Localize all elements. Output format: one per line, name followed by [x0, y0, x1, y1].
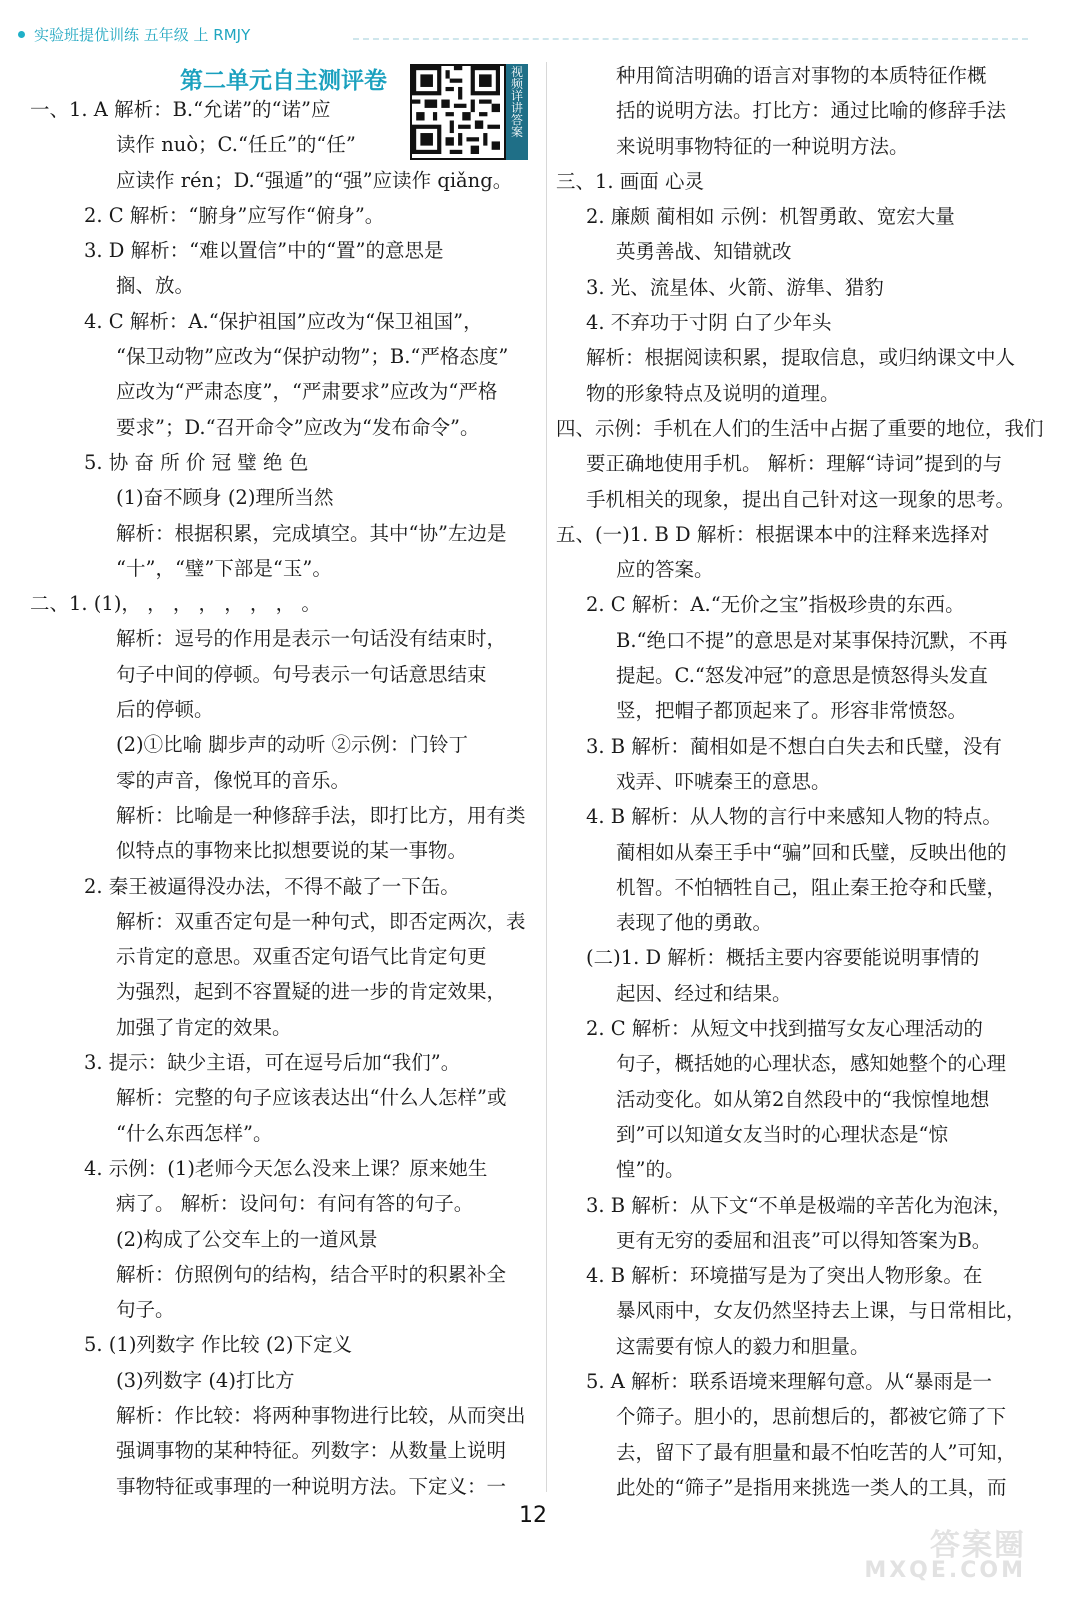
answer-line: 4. 不弃功于寸阴 白了少年头	[586, 311, 832, 335]
answer-line: 加强了肯定的效果。	[116, 1015, 292, 1039]
answer-line: “十”，“璧”下部是“玉”。	[116, 556, 332, 580]
header-text: 实验班提优训练 五年级 上 RMJY	[34, 26, 251, 44]
answer-line: 解析：比喻是一种修辞手法，即打比方，用有类	[116, 803, 526, 827]
answer-line: 表现了他的勇敢。	[616, 911, 773, 935]
answer-line: 3. 提示：缺少主语，可在逗号后加“我们”。	[84, 1051, 461, 1075]
answer-line: 4. 示例：(1)老师今天怎么没来上课？原来她生	[84, 1156, 488, 1180]
answer-line: 竖，把帽子都顶起来了。形容非常愤怒。	[616, 699, 968, 723]
answer-line: 更有无穷的委屈和沮丧”可以得知答案为B。	[616, 1228, 992, 1252]
answer-line: 机智。不怕牺牲自己，阻止秦王抢夺和氏璧，	[616, 875, 1007, 899]
answer-line: 2. 秦王被逼得没办法，不得不敲了一下缶。	[84, 874, 460, 898]
answer-line: 暴风雨中，女友仍然坚持去上课，与日常相比，	[616, 1299, 1026, 1323]
answer-line: 2. 廉颇 蔺相如 示例：机智勇敢、宽宏大量	[586, 205, 955, 229]
answer-line: (2)①比喻 脚步声的动听 ②示例：门铃丁	[116, 733, 469, 757]
answer-line: 3. B 解析：蔺相如是不想白白失去和氏璧，没有	[586, 734, 1002, 758]
answer-line: 英勇善战、知错就改	[616, 240, 792, 264]
answer-line: “什么东西怎样”。	[116, 1121, 273, 1145]
answer-line: 到”可以知道女友当时的心理状态是“惊	[616, 1122, 948, 1146]
answer-line: 应改为“严肃态度”，“严肃要求”应改为“严格	[116, 380, 498, 404]
answer-line: 零的声音，像悦耳的音乐。	[116, 768, 351, 792]
answer-line: 2. C 解析：A.“无价之宝”指极珍贵的东西。	[586, 593, 965, 617]
watermark-url: MXQE.COM	[864, 1558, 1026, 1583]
answer-line: 五、(一)1. B D 解析：根据课本中的注释来选择对	[556, 522, 990, 546]
answer-line: 解析：仿照例句的结构，结合平时的积累补全	[116, 1262, 507, 1286]
answer-line: 事物特征或事理的一种说明方法。下定义：一	[116, 1474, 507, 1498]
answer-line: 这需要有惊人的毅力和胆量。	[616, 1334, 870, 1358]
answer-line: 起因、经过和结果。	[616, 981, 792, 1005]
column-divider	[546, 62, 547, 1492]
answer-line: 3. 光、流星体、火箭、游隼、猎豹	[586, 275, 884, 299]
answer-line: 此处的“筛子”是指用来挑选一类人的工具，而	[616, 1475, 1007, 1499]
answer-line: 为强烈，起到不容置疑的进一步的肯定效果，	[116, 980, 507, 1004]
page-title: 第二单元自主测评卷	[180, 68, 387, 94]
answer-line: (3)列数字 (4)打比方	[116, 1368, 295, 1392]
answer-line: 三、1. 画面 心灵	[556, 169, 705, 193]
answer-line: (二)1. D 解析：概括主要内容要能说明事情的	[586, 946, 980, 970]
answer-line: 句子，概括她的心理状态，感知她整个的心理	[616, 1052, 1007, 1076]
answer-line: 句子中间的停顿。句号表示一句话意思结束	[116, 662, 487, 686]
answer-line: 似特点的事物来比拟想要说的某一事物。	[116, 839, 468, 863]
answer-line: 应读作 rén；D.“强遁”的“强”应读作 qiǎng。	[116, 168, 513, 192]
answer-line: 手机相关的现象，提出自己针对这一现象的思考。	[586, 487, 1016, 511]
answer-line: 去，留下了最有胆量和最不怕吃苦的人”可知，	[616, 1440, 1016, 1464]
header-rule	[353, 38, 1028, 40]
watermark-logo: 答案圈	[930, 1528, 1026, 1563]
answer-line: 括的说明方法。打比方：通过比喻的修辞手法	[616, 99, 1007, 123]
answer-line: 3. D 解析：“难以置信”中的“置”的意思是	[84, 239, 444, 263]
answer-line: 强调事物的某种特征。列数字：从数量上说明	[116, 1439, 507, 1463]
answer-line: 惶”的。	[616, 1158, 685, 1182]
answer-line: 2. C 解析：“腑身”应写作“俯身”。	[84, 203, 385, 227]
answer-line: 解析：完整的句子应该表达出“什么人怎样”或	[116, 1086, 507, 1110]
answer-line: 解析：作比较：将两种事物进行比较，从而突出	[116, 1403, 526, 1427]
answer-line: 解析：逗号的作用是表示一句话没有结束时，	[116, 627, 507, 651]
answer-line: 后的停顿。	[116, 698, 214, 722]
answer-line: 一、1. A 解析：B.“允诺”的“诺”应	[30, 98, 331, 121]
answer-line: 3. B 解析：从下文“不单是极端的辛苦化为泡沫，	[586, 1193, 1012, 1217]
left-column	[30, 92, 535, 1504]
answer-line: 病了。 解析：设问句：有问有答的句子。	[116, 1192, 474, 1216]
answer-line: 4. B 解析：环境描写是为了突出人物形象。在	[586, 1264, 983, 1288]
answer-line: 4. C 解析：A.“保护祖国”应改为“保卫祖国”，	[84, 309, 483, 333]
answer-line: 二、1. (1)， ， ， ， ， ， ， 。	[30, 592, 321, 616]
answer-line: 2. C 解析：从短文中找到描写女友心理活动的	[586, 1017, 983, 1041]
bullet-icon	[18, 31, 25, 38]
answer-line: 解析：双重否定句是一种句式，即否定两次，表	[116, 909, 526, 933]
answer-line: (2)构成了公交车上的一道风景	[116, 1227, 378, 1251]
answer-line: 解析：根据积累，完成填空。其中“协”左边是	[116, 521, 507, 545]
answer-line: 物的形象特点及说明的道理。	[586, 381, 840, 405]
answer-line: 戏弄、吓唬秦王的意思。	[616, 769, 831, 793]
answer-line: 5. A 解析：联系语境来理解句意。从“暴雨是一	[586, 1369, 993, 1393]
answer-line: 四、示例：手机在人们的生活中占据了重要的地位，我们	[556, 416, 1044, 440]
answer-line: 来说明事物特征的一种说明方法。	[616, 134, 909, 158]
answer-line: 示肯定的意思。双重否定句语气比肯定句更	[116, 945, 487, 969]
answer-line: 解析：根据阅读积累，提取信息，或归纳课文中人	[586, 346, 1016, 370]
running-header	[18, 18, 1028, 50]
answer-line: 读作 nuò；C.“任丘”的“任”	[116, 133, 356, 157]
answer-line: 搁、放。	[116, 274, 195, 298]
answer-line: 个筛子。胆小的，思前想后的，都被它筛了下	[616, 1405, 1007, 1429]
answer-line: 5. 协 奋 所 价 冠 璧 绝 色	[84, 450, 309, 474]
answer-line: 4. B 解析：从人物的言行中来感知人物的特点。	[586, 805, 1002, 829]
answer-line: 活动变化。如从第2自然段中的“我惊惶地想	[616, 1087, 990, 1111]
answer-line: 句子。	[116, 1298, 175, 1322]
answer-line: 要正确地使用手机。 解析：理解“诗词”提到的与	[586, 452, 1003, 476]
page-number: 12	[519, 1503, 547, 1528]
answer-line: “保卫动物”应改为“保护动物”；B.“严格态度”	[116, 345, 509, 369]
answer-line: (1)奋不顾身 (2)理所当然	[116, 486, 334, 510]
answer-line: 提起。C.“怒发冲冠”的意思是愤怒得头发直	[616, 664, 988, 688]
qr-label: 视频详讲答案	[506, 64, 528, 160]
answer-line: B.“绝口不提”的意思是对某事保持沉默，不再	[616, 628, 1008, 652]
answer-line: 5. (1)列数字 作比较 (2)下定义	[84, 1333, 352, 1357]
answer-line: 蔺相如从秦王手中“骗”回和氏璧，反映出他的	[616, 840, 1007, 864]
answer-line: 种用简洁明确的语言对事物的本质特征作概	[616, 64, 987, 87]
answer-line: 要求”；D.“召开命令”应改为“发布命令”。	[116, 415, 480, 439]
answer-line: 应的答案。	[616, 558, 714, 582]
right-column	[556, 58, 1044, 1505]
